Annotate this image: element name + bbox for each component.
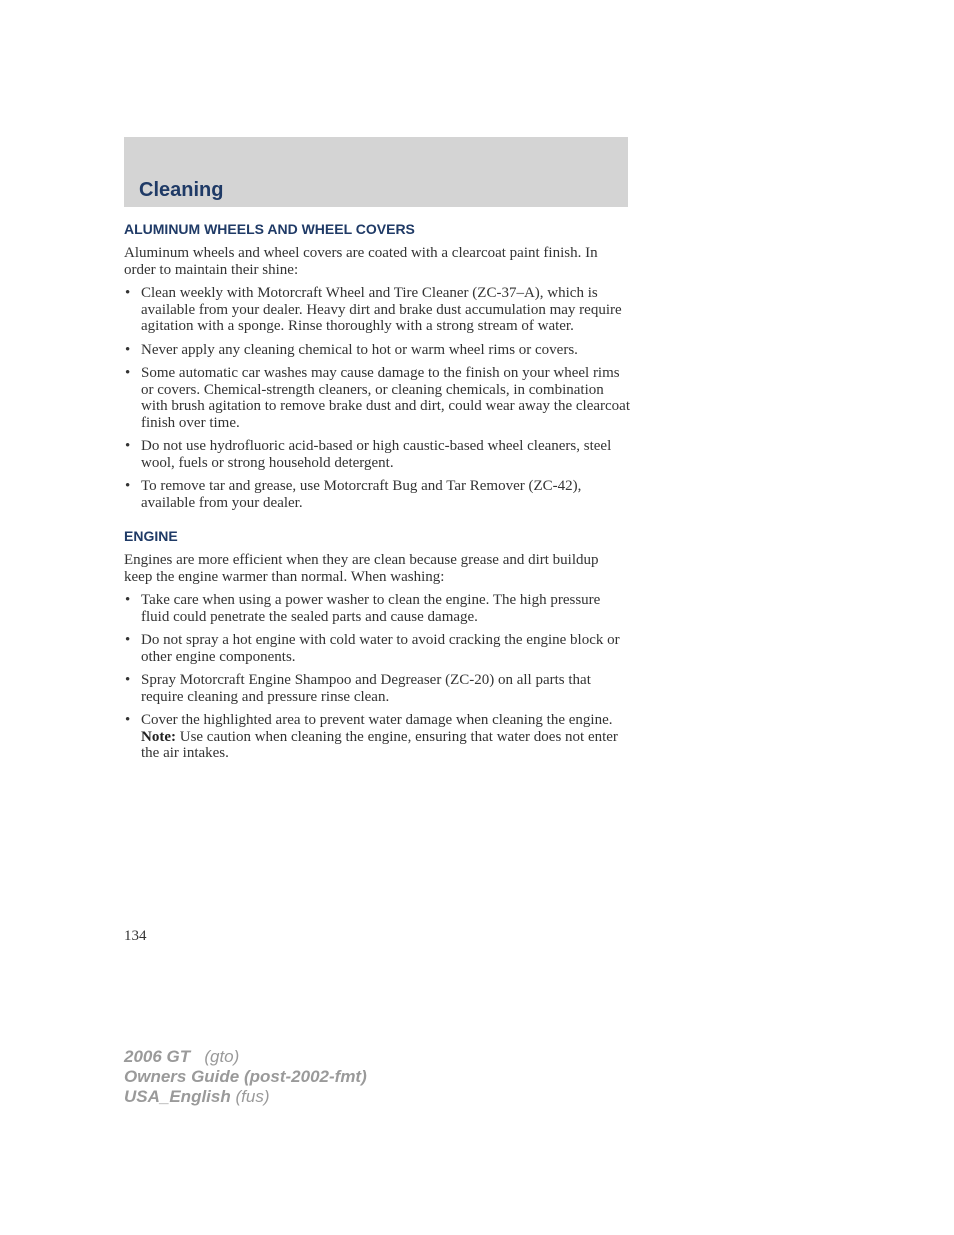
list-item: [124, 438, 630, 471]
bullet-list-engine: [124, 592, 630, 762]
list-item-text: To remove tar and grease, use Motorcraft Bug and Tar Remover (ZC-42), available from your dealer.: [141, 478, 582, 511]
list-item-text: Clean weekly with Motorcraft Wheel and Tire Cleaner (ZC-37–A), which is available from your dealer. Heavy dirt and brake dust accumulation may require agitation with a sponge. Rinse thoroughly with a strong stream of water.: [141, 285, 622, 334]
bullet-list-aluminum-wheels: [124, 285, 630, 511]
bullet-icon: •: [125, 438, 131, 454]
footer-model-code: (gto): [204, 1047, 240, 1066]
footer-line-model: [124, 1047, 367, 1067]
section-header-band: [124, 137, 628, 207]
bullet-icon: •: [125, 712, 131, 728]
bullet-icon: •: [125, 341, 131, 358]
list-item: [124, 342, 630, 359]
list-item-text: Spray Motorcraft Engine Shampoo and Degreaser (ZC-20) on all parts that require cleaning and pressure rinse clean.: [141, 672, 591, 705]
list-item: [124, 478, 630, 511]
footer-guide: Owners Guide (post-2002-fmt): [124, 1067, 367, 1086]
heading-engine: ENGINE: [124, 528, 178, 544]
bullet-icon: •: [125, 285, 131, 301]
list-item: [124, 592, 630, 625]
list-item-text-after-note: Use caution when cleaning the engine, ensuring that water does not enter the air intakes.: [141, 728, 618, 761]
intro-aluminum-wheels: Aluminum wheels and wheel covers are coated with a clearcoat paint finish. In order to maintain their shine:: [124, 245, 598, 278]
list-item: [124, 365, 630, 431]
list-item-text: Do not use hydrofluoric acid-based or high caustic-based wheel cleaners, steel wool, fuels or strong household detergent.: [141, 438, 612, 471]
bullet-icon: •: [125, 632, 131, 648]
footer-line-guide: [124, 1067, 367, 1087]
note-label: Note:: [141, 728, 176, 745]
list-item: [124, 672, 630, 705]
footer-model: 2006 GT: [124, 1047, 191, 1066]
bullet-icon: •: [125, 592, 131, 608]
intro-engine: Engines are more efficient when they are clean because grease and dirt buildup keep the engine warmer than normal. When washing:: [124, 552, 599, 585]
page-content: [124, 221, 630, 769]
list-item-text-before-note: Cover the highlighted area to prevent water damage when cleaning the engine.: [141, 712, 613, 728]
list-item: [124, 632, 630, 665]
footer-language-code: (fus): [235, 1087, 270, 1106]
list-item-text: Do not spray a hot engine with cold water to avoid cracking the engine block or other engine components.: [141, 632, 620, 665]
list-item: [124, 285, 630, 335]
footer-line-language: [124, 1087, 367, 1107]
document-footer: [124, 1047, 367, 1107]
bullet-icon: •: [125, 365, 131, 381]
bullet-icon: •: [125, 672, 131, 688]
footer-language: USA_English: [124, 1087, 231, 1106]
list-item-text: Never apply any cleaning chemical to hot or warm wheel rims or covers.: [141, 341, 578, 358]
list-item-text: Some automatic car washes may cause damage to the finish on your wheel rims or covers. Chemical-strength cleaners, or cleaning chemicals, in combination with brush agitation to remove brake dust and dirt, could wear away the clearcoat finish over time.: [141, 365, 630, 431]
list-item-text: Take care when using a power washer to clean the engine. The high pressure fluid could penetrate the sealed parts and cause damage.: [141, 592, 601, 625]
list-item: [124, 712, 630, 762]
section-title: Cleaning: [139, 179, 224, 201]
page-number: 134: [124, 928, 147, 944]
heading-aluminum-wheels: ALUMINUM WHEELS AND WHEEL COVERS: [124, 221, 415, 237]
bullet-icon: •: [125, 478, 131, 494]
